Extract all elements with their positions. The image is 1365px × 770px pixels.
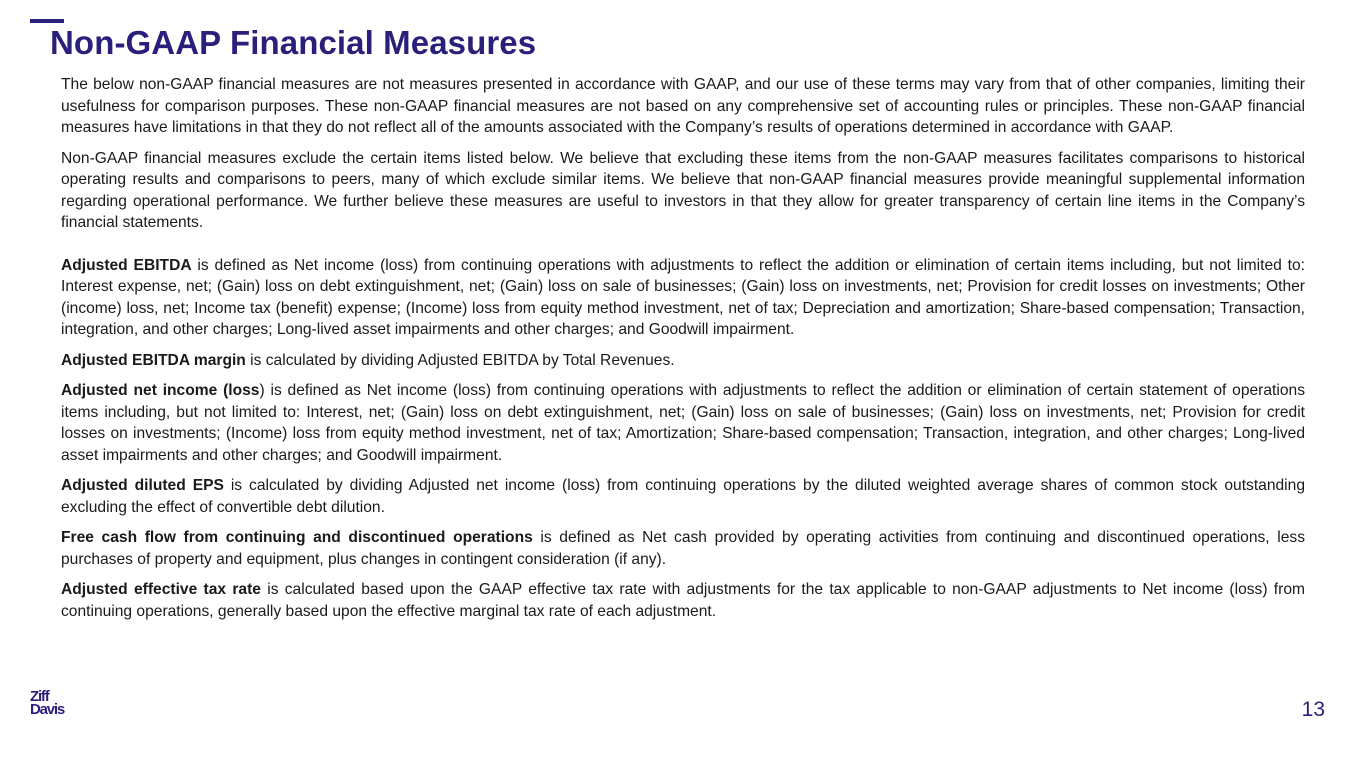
logo-line-2: Davis xyxy=(30,701,65,718)
definition-adjusted-net-income xyxy=(61,380,1305,466)
page-title: Non-GAAP Financial Measures xyxy=(50,24,537,61)
definition-term: Adjusted effective tax rate xyxy=(61,581,261,598)
definition-text: ) is defined as Net income (loss) from continuing operations with adjustments to reflect the addition or elimination of certain statement of operations items including, but not limited to: Interest, net; (Gain) loss on debt extinguishment, net; (Gain) loss on sale of businesses; (Gain) loss on investments, net; Provision for credit losses on investments; (Income) loss from equity method investment, net of tax; Amortization; Share-based compensation; Transaction, integration, and other charges; Long-lived asset impairments and other charges; and Goodwill impairment. xyxy=(61,382,1305,464)
content-body xyxy=(61,74,1305,631)
definition-adjusted-effective-tax-rate xyxy=(61,579,1305,622)
definition-term: Adjusted EBITDA xyxy=(61,256,192,274)
definition-text: is calculated by dividing Adjusted EBITDA by Total Revenues. xyxy=(245,351,675,369)
title-accent-bar xyxy=(30,19,64,23)
definition-text: is calculated by dividing Adjusted net income (loss) from continuing operations by the diluted weighted average shares of common stock outstanding excluding the effect of convertible debt dilution. xyxy=(61,477,1305,516)
logo-line-1: Ziff xyxy=(30,688,49,705)
definition-text: is defined as Net income (loss) from continuing operations with adjustments to reflect the addition or elimination of certain items including, but not limited to: Interest expense, net; (Gain) loss on debt extinguishment, net; (Gain) loss on sale of businesses; (Gain) loss on investments, net; Provision for credit losses on investments; Other (income) loss, net; Income tax (benefit) expense; (Income) loss from equity method investment, net of tax; Depreciation and amortization; Share-based compensation; Transaction, integration, and other charges; Long-lived asset impairments and other charges; and Goodwill impairment. xyxy=(61,256,1305,338)
intro-paragraph-1: The below non-GAAP financial measures are not measures presented in accordance with GAAP, and our use of these terms may vary from that of other companies, limiting their usefulness for comparison purposes. These non-GAAP financial measures are not based on any comprehensive set of accounting rules or principles. These non-GAAP financial measures have limitations in that they do not reflect all of the amounts associated with the Company’s results of operations determined in accordance with GAAP. xyxy=(61,76,1305,136)
definition-term: Adjusted diluted EPS xyxy=(61,477,224,494)
definition-free-cash-flow xyxy=(61,527,1305,570)
ziff-davis-logo xyxy=(30,690,76,716)
definition-adjusted-diluted-eps xyxy=(61,475,1305,518)
definition-adjusted-ebitda-margin xyxy=(61,350,1305,372)
definition-text: is defined as Net cash provided by operating activities from continuing and discontinued operations, less purchases of property and equipment, plus changes in contingent consideration (if any). xyxy=(61,529,1305,568)
definition-text: is calculated based upon the GAAP effective tax rate with adjustments for the tax applicable to non-GAAP adjustments to Net income (loss) from continuing operations, generally based upon the effective marginal tax rate of each adjustment. xyxy=(61,581,1305,620)
intro-paragraph-2: Non-GAAP financial measures exclude the certain items listed below. We believe that excluding these items from the non-GAAP measures facilitates comparisons to historical operating results and comparisons to peers, many of which exclude similar items. We believe that non-GAAP financial measures provide meaningful supplemental information regarding operational performance. We further believe these measures are useful to investors in that they allow for greater transparency of certain line items in the Company’s financial statements. xyxy=(61,149,1305,231)
definition-term: Free cash flow from continuing and discontinued operations xyxy=(61,529,533,546)
definition-term: Adjusted EBITDA margin xyxy=(61,351,246,369)
definition-term: Adjusted net income (loss xyxy=(61,382,260,399)
page-number: 13 xyxy=(1301,698,1325,721)
definition-adjusted-ebitda xyxy=(61,255,1305,341)
